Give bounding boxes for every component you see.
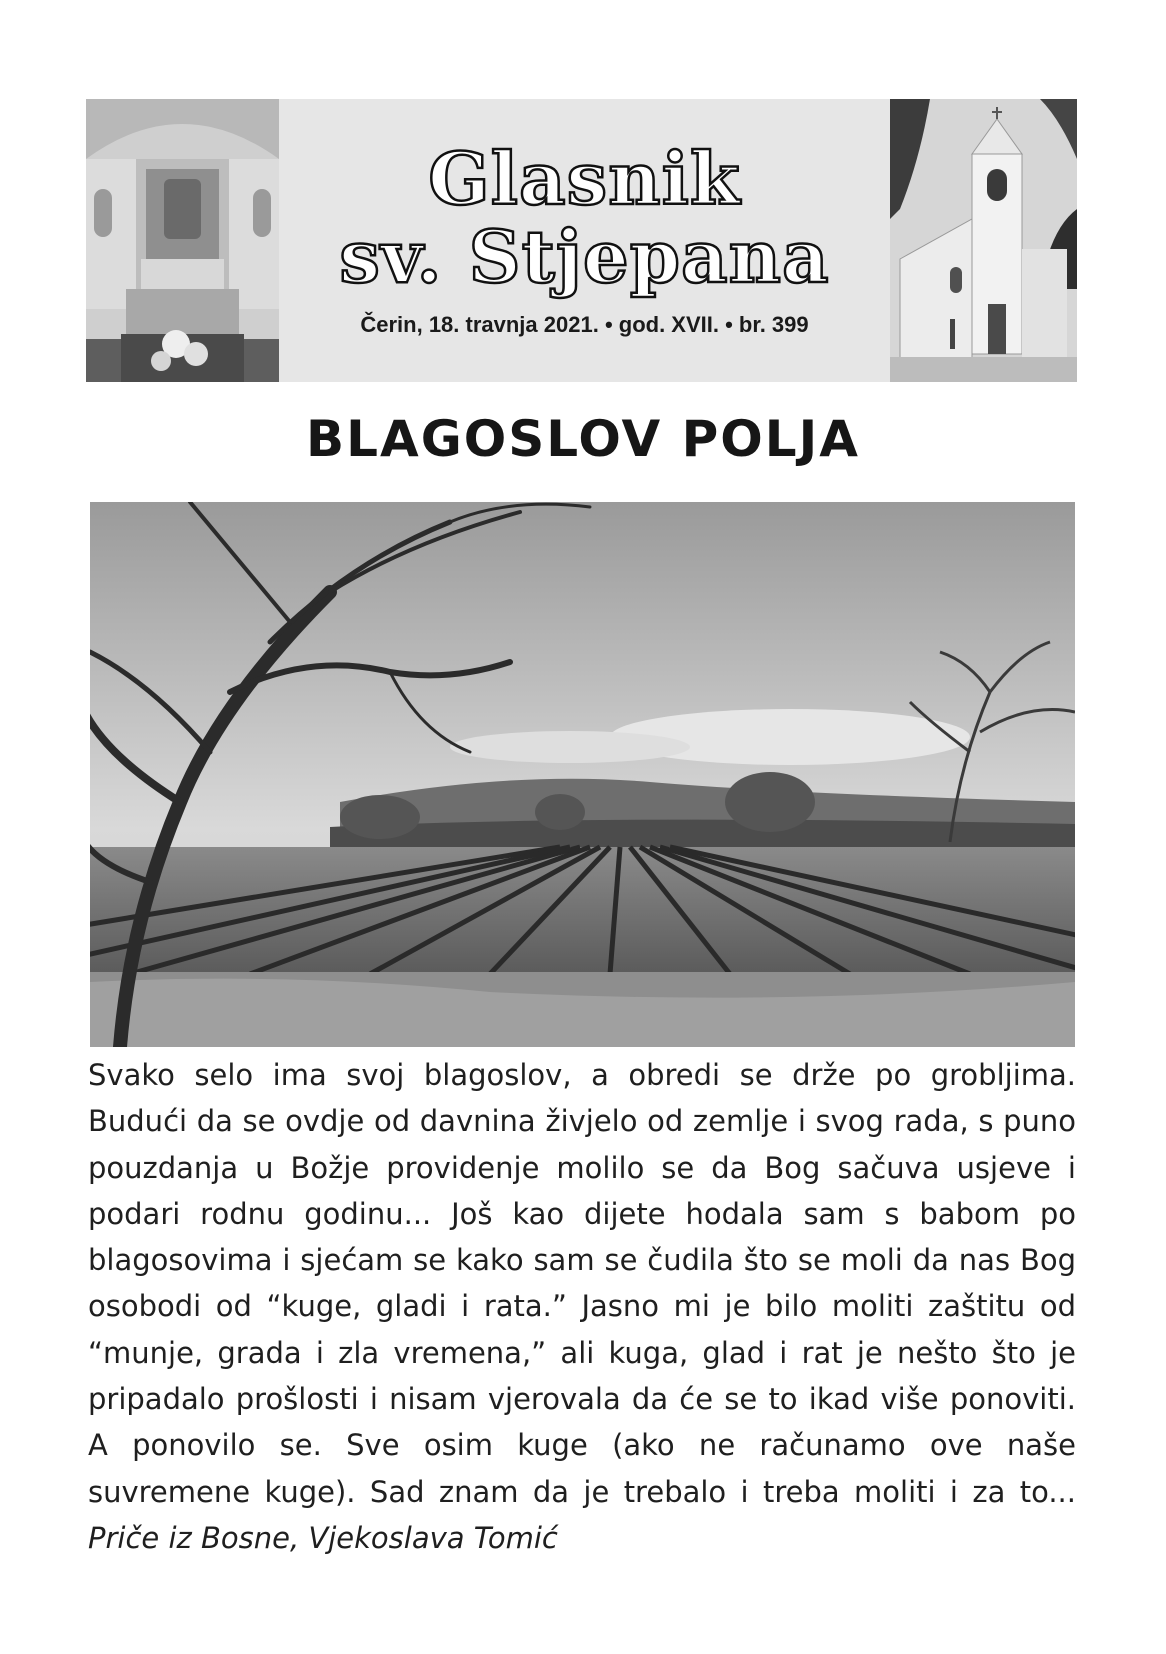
article-source: Priče iz Bosne, Vjekoslava Tomić [88, 1520, 558, 1555]
church-interior-photo [86, 99, 279, 382]
newsletter-title-line2: sv. Stjepana [339, 214, 830, 299]
church-exterior-photo [890, 99, 1077, 382]
issue-info: Čerin, 18. travnja 2021. • god. XVII. • br. 399 [360, 312, 809, 337]
masthead-title-panel [279, 99, 890, 382]
plowed-field-photo [90, 502, 1075, 1047]
newsletter-title-line1: Glasnik [428, 136, 741, 221]
article-body-text: Svako selo ima svoj blagoslov, a obredi se drže po grobljima. Budući da se ovdje od davnina živjelo od zemlje i svog rada, s puno pouzdanja u Božje providenje molilo se da Bog sačuva usjeve i podari rodnu godinu... Još kao dijete hodala sam s babom po blagosovima i sjećam se kako sam se čudila što se moli da nas Bog osobodi od “kuge, gladi i rata.” Jasno mi je bilo moliti zaštitu od “munje, grada i zla vremena,” ali kuga, glad i rat je nešto što je pripadalo prošlosti i nisam vjerovala da će se to ikad više ponoviti. A ponovilo se. Sve osim kuge (ako ne računamo ove naše suvremene kuge). Sad znam da je trebalo i treba moliti i za to... [88, 1058, 1076, 1509]
masthead-header [86, 99, 1077, 382]
article-headline: BLAGOSLOV POLJA [306, 410, 860, 468]
article-body [88, 1052, 1076, 1561]
